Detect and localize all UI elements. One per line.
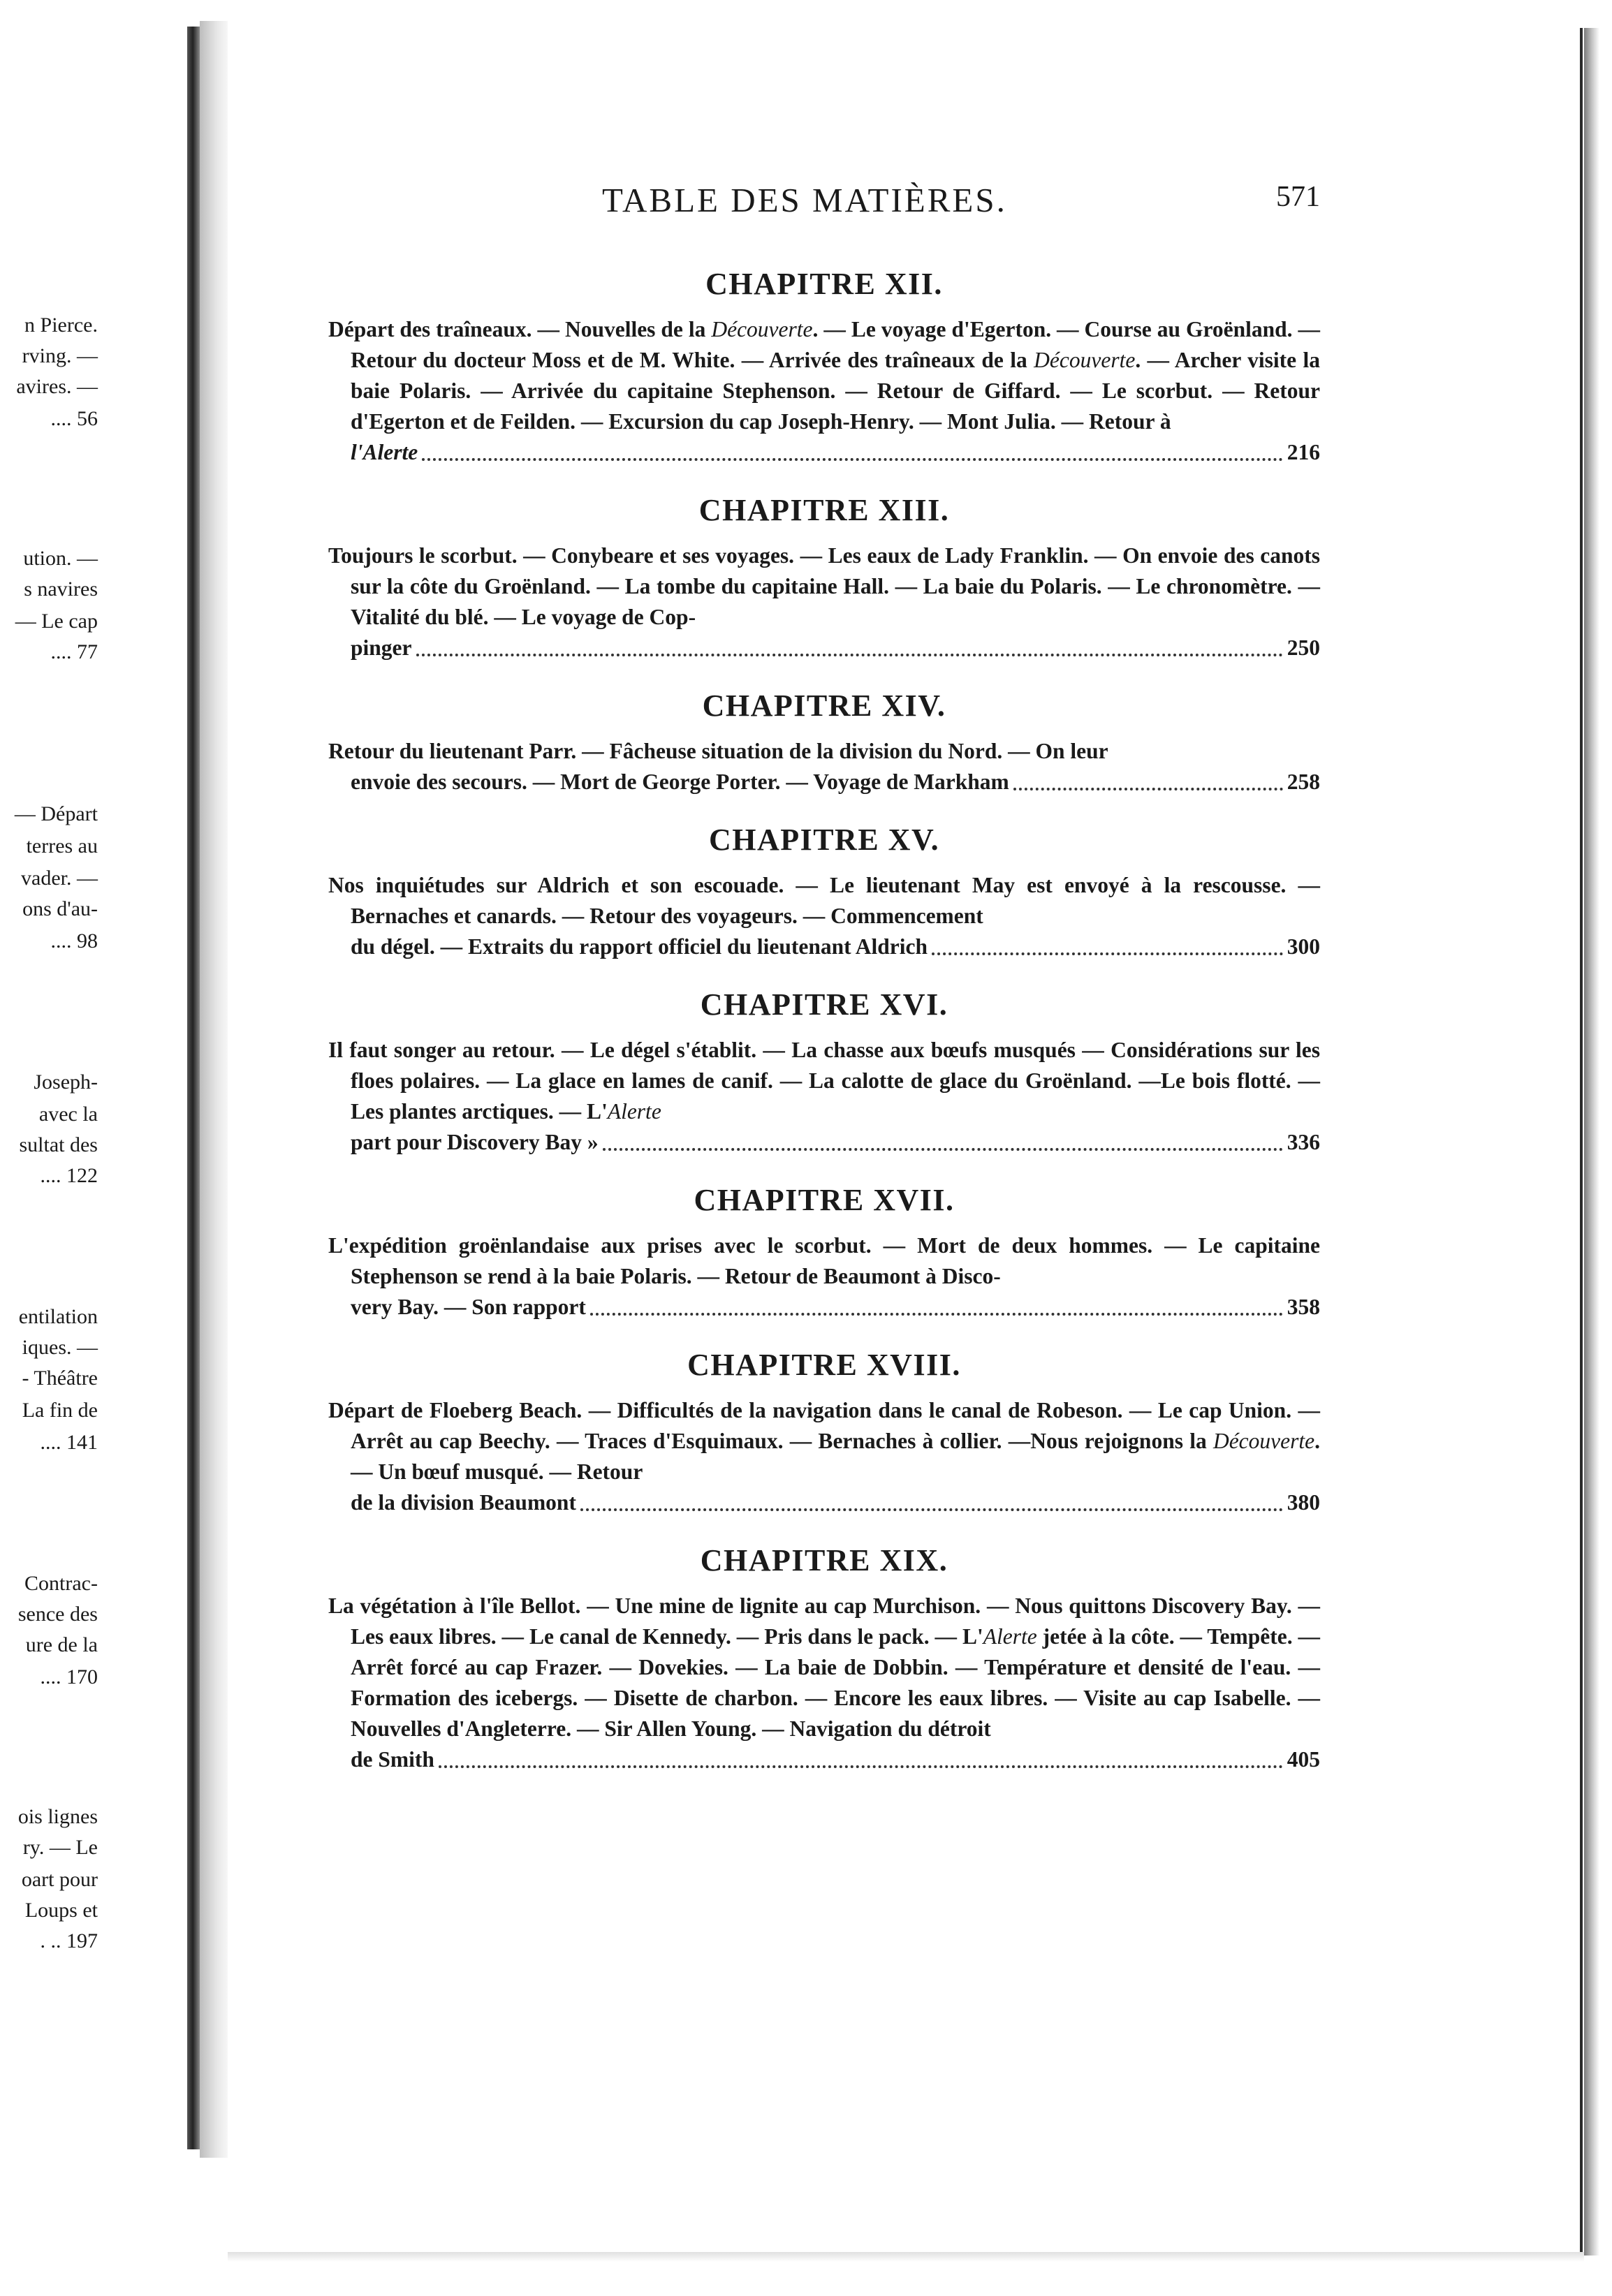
- page-bottom-shadow: [228, 2252, 1584, 2262]
- toc-page-number: 358: [1287, 1295, 1320, 1319]
- fragment-line: avires. —: [16, 375, 98, 398]
- dot-leader: [416, 640, 1283, 656]
- entry-tail: du dégel. — Extraits du rapport officiel du lieutenant Aldrich: [351, 934, 928, 959]
- fragment-line: ons d'au-: [22, 897, 98, 920]
- chapter-heading: CHAPITRE XIX.: [700, 1543, 948, 1577]
- toc-page-number: 405: [1287, 1747, 1320, 1772]
- toc-entry: L'expédition groënlandaise aux prises avec le scorbut. — Mort de deux hommes. — Le capitaine Stephenson se rend à la baie Polaris. — Retour de Beaumont à Disco- very Bay. — Son rapport 358: [328, 1230, 1320, 1323]
- toc-entry: Retour du lieutenant Parr. — Fâcheuse situation de la division du Nord. — On leur envoie des secours. — Mort de George Porter. — Voyage de Markham 258: [328, 736, 1320, 797]
- table-of-contents-page: [328, 161, 1320, 1793]
- fragment-line: Contrac-: [24, 1572, 98, 1595]
- chapter-heading: CHAPITRE XV.: [708, 823, 940, 857]
- facing-page-fragment: [0, 0, 187, 2296]
- fragment-line: Loups et: [24, 1899, 98, 1922]
- dot-leader: [603, 1134, 1283, 1151]
- toc-entry: Départ de Floeberg Beach. — Difficultés de la navigation dans le canal de Robeson. — Le cap Union. — Arrêt au cap Beechy. — Traces d'Esquimaux. — Bernaches à collier. —Nous rejoignons la Découverte. — Un bœuf musqué. — Retour de la division Beaumont 380: [328, 1395, 1320, 1518]
- entry-tail: l'Alerte: [351, 440, 418, 464]
- fragment-line: .... 141: [40, 1431, 98, 1454]
- toc-page-number: 258: [1287, 770, 1320, 794]
- fragment-line: La fin de: [22, 1399, 98, 1422]
- book-gutter: [200, 21, 228, 2158]
- page-number: 571: [1276, 181, 1320, 213]
- fragment-line: — Départ: [14, 802, 98, 825]
- entry-tail: de Smith: [351, 1747, 434, 1772]
- fragment-line: .... 77: [50, 640, 98, 663]
- fragment-line: ry. — Le: [22, 1836, 98, 1859]
- dot-leader: [439, 1751, 1283, 1768]
- dot-leader: [932, 939, 1283, 955]
- toc-entry: Départ des traîneaux. — Nouvelles de la Découverte. — Le voyage d'Egerton. — Course au Groënland. — Retour du docteur Moss et de M. White. — Arrivée des traîneaux de la Découverte. — Archer visite la baie Polaris. — Arrivée du capitaine Stephenson. — Retour de Giffard. — Le scorbut. — Retour d'Egerton et de Feilden. — Excursion du cap Joseph-Henry. — Mont Julia. — Retour à l'Alerte 216: [328, 314, 1320, 468]
- fragment-line: ois lignes: [17, 1805, 98, 1828]
- fragment-line: — Le cap: [15, 610, 98, 633]
- dot-leader: [580, 1494, 1283, 1511]
- entry-tail: de la division Beaumont: [351, 1490, 576, 1515]
- toc-page-number: 336: [1287, 1130, 1320, 1154]
- chapter-heading: CHAPITRE XII.: [705, 267, 943, 301]
- chapter-heading: CHAPITRE XIV.: [702, 689, 946, 723]
- fragment-line: n Pierce.: [24, 314, 98, 337]
- page-edge: [1584, 28, 1599, 2255]
- book-gutter-shadow: [187, 27, 200, 2149]
- fragment-line: terres au: [26, 834, 98, 858]
- chapter-heading: CHAPITRE XVII.: [694, 1183, 955, 1217]
- fragment-line: Joseph-: [34, 1070, 98, 1094]
- chapter-heading: CHAPITRE XIII.: [698, 493, 950, 527]
- fragment-line: s navires: [24, 577, 98, 601]
- toc-page-number: 216: [1287, 440, 1320, 464]
- toc-page-number: 300: [1287, 934, 1320, 959]
- fragment-line: .... 56: [50, 407, 98, 430]
- toc-page-number: 250: [1287, 635, 1320, 660]
- fragment-line: sultat des: [19, 1133, 98, 1156]
- fragment-line: vader. —: [21, 867, 98, 890]
- running-title: TABLE DES MATIÈRES.: [602, 181, 1007, 219]
- toc-entry: La végétation à l'île Bellot. — Une mine de lignite au cap Murchison. — Nous quittons Discovery Bay. — Les eaux libres. — Le canal de Kennedy. — Pris dans le pack. — L'Alerte jetée à la côte. — Tempête. — Arrêt forcé au cap Frazer. — Dovekies. — La baie de Dobbin. — Température et densité de l'eau. — Formation des icebergs. — Disette de charbon. — Encore les eaux libres. — Visite au cap Isabelle. — Nouvelles d'Angleterre. — Sir Allen Young. — Navigation du détroit de Smith 405: [328, 1591, 1320, 1775]
- toc-entry: Toujours le scorbut. — Conybeare et ses voyages. — Les eaux de Lady Franklin. — On envoie des canots sur la côte du Groënland. — La tombe du capitaine Hall. — La baie du Polaris. — Le chronomètre. — Vitalité du blé. — Le voyage de Cop- pinger 250: [328, 540, 1320, 663]
- fragment-line: .... 98: [50, 929, 98, 952]
- entry-tail: very Bay. — Son rapport: [351, 1295, 586, 1319]
- toc-page-number: 380: [1287, 1490, 1320, 1515]
- dot-leader: [1013, 774, 1283, 790]
- fragment-line: entilation: [18, 1305, 98, 1328]
- page-header: [328, 161, 1320, 219]
- page-edge-line: [1580, 28, 1583, 2255]
- fragment-line: ution. —: [23, 547, 98, 570]
- fragment-line: sence des: [17, 1603, 98, 1626]
- fragment-line: rving. —: [22, 344, 98, 367]
- chapter-heading: CHAPITRE XVIII.: [687, 1348, 961, 1382]
- fragment-line: - Théâtre: [22, 1367, 98, 1390]
- toc-entry: Il faut songer au retour. — Le dégel s'établit. — La chasse aux bœufs musqués — Considérations sur les floes polaires. — La glace en lames de canif. — La calotte de glace du Groënland. —Le bois flotté. — Les plantes arctiques. — L'Alerte part pour Discovery Bay » 336: [328, 1035, 1320, 1158]
- fragment-line: oart pour: [21, 1868, 98, 1891]
- chapter-heading: CHAPITRE XVI.: [700, 987, 948, 1022]
- entry-tail: envoie des secours. — Mort de George Porter. — Voyage de Markham: [351, 770, 1009, 794]
- fragment-line: .... 122: [40, 1164, 98, 1187]
- fragment-line: . .. 197: [40, 1929, 98, 1952]
- dot-leader: [422, 444, 1283, 461]
- entry-tail: pinger: [351, 635, 412, 660]
- dot-leader: [590, 1299, 1283, 1316]
- fragment-line: iques. —: [22, 1336, 98, 1359]
- toc-entry: Nos inquiétudes sur Aldrich et son escouade. — Le lieutenant May est envoyé à la rescousse. — Bernaches et canards. — Retour des voyageurs. — Commencement du dégel. — Extraits du rapport officiel du lieutenant Aldrich 300: [328, 870, 1320, 962]
- fragment-line: .... 170: [40, 1665, 98, 1688]
- fragment-line: ure de la: [25, 1633, 98, 1656]
- entry-tail: part pour Discovery Bay »: [351, 1130, 599, 1154]
- fragment-line: avec la: [38, 1103, 98, 1126]
